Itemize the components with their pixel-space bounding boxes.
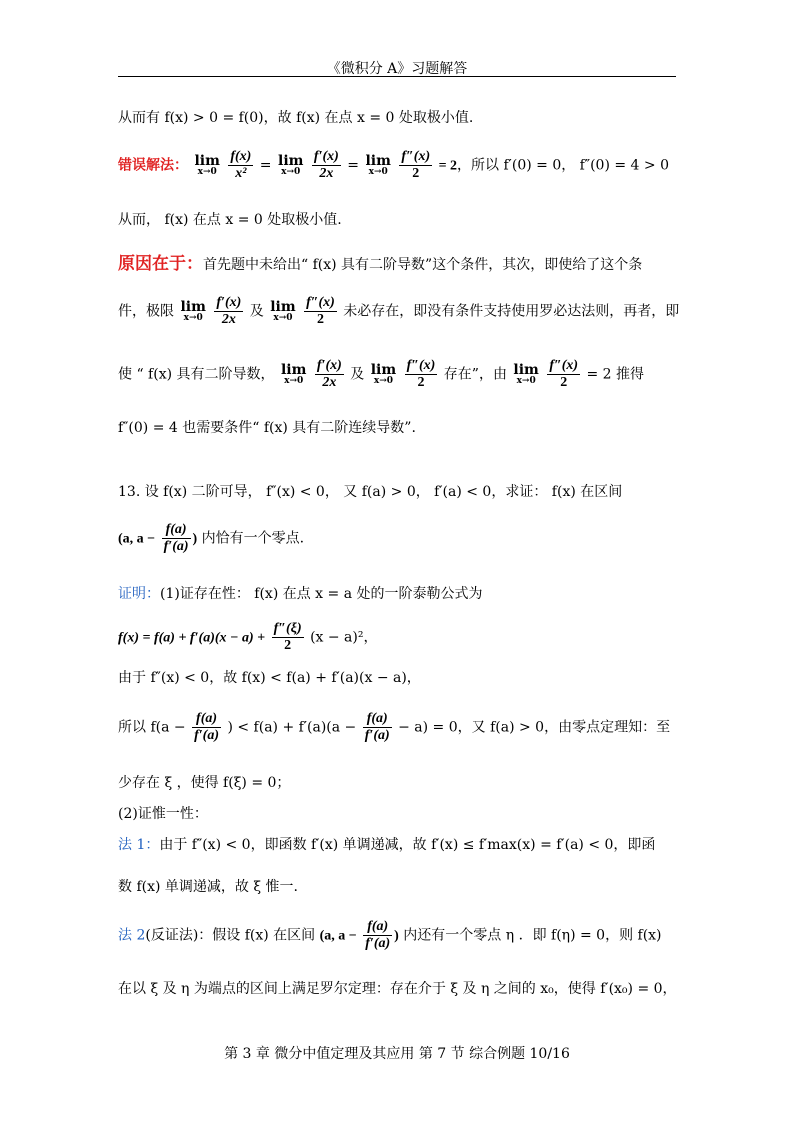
paragraph-19: 在以 ξ 及 η 为端点的区间上满足罗尔定理：存在介于 ξ 及 η 之间的 x₀，使得 f′(x₀) = 0， [118, 981, 677, 997]
limit-2: lim x→0 [278, 153, 304, 177]
p5-text-b: 及 [249, 303, 264, 320]
limit-4: lim x→0 [180, 299, 206, 323]
paragraph-1: 从而有 f(x) > 0 = f(0)，故 f(x) 在点 x = 0 处取极小值. [118, 110, 474, 126]
header-rule [118, 76, 676, 77]
fraction-f1-2x-c: $\frac{f'(x)}{2x}$ [316, 358, 342, 390]
fraction-fa-f1a-b: $\frac{f(a)}{f'(a)}$ [194, 711, 220, 743]
p13-text-a: 所以 f(a − [118, 719, 186, 736]
paragraph-14: 少存在 ξ ，使得 f(ξ) = 0； [118, 775, 291, 791]
limit-7: lim x→0 [370, 362, 397, 386]
p6-text-a: 使 “ f(x) 具有二阶导数， [118, 366, 275, 383]
paragraph-5 [118, 295, 680, 327]
paragraph-6 [118, 359, 676, 390]
method-2-text-b: 内还有一个零点 η ．即 f(η) = 0，则 f(x) [403, 927, 662, 944]
fraction-f2xi-2: $\frac{f''(\xi)}{2}$ [273, 621, 302, 653]
fraction-f1-2x-b: $\frac{f'(x)}{2x}$ [216, 295, 242, 327]
method-2-line: 法 2(反证法)：假设 f(x) 在区间 (a, a − $\frac{f(a)}{f'(a)}$ ) 内还有一个零点 η ．即 f(η) = 0，则 f(x) [118, 919, 662, 951]
taylor-formula [118, 622, 676, 653]
proof-line [118, 587, 676, 601]
fraction-fx-x2: $\frac{f(x)}{\text{x²}}$ [230, 149, 252, 181]
paragraph-7: f″(0) = 4 也需要条件“ f(x) 具有二阶连续导数”. [118, 420, 416, 436]
p13-text-b: ) < f(a) + f′(a)(a − [227, 719, 357, 736]
reason-text: 首先题中未给出“ f(x) 具有二阶导数”这个条件，其次，即使给了这个条 [203, 257, 643, 273]
limit-3: lim x→0 [365, 153, 391, 177]
p5-text-a: 件，极限 [118, 303, 174, 320]
fraction-fa-f1a-c: $\frac{f(a)}{f'(a)}$ [364, 711, 390, 743]
limit-1: lim x→0 [194, 153, 220, 177]
fraction-f2-2-d: $\frac{f''(x)}{2}$ [549, 358, 579, 390]
method-1-text: 由于 f″(x) < 0，即函数 f′(x) 单调递减，故 f′(x) ≤ f′max(x) = f′(a) < 0，即函 [159, 837, 656, 853]
proof-text: (1)证存在性： f(x) 在点 x = a 处的一阶泰勒公式为 [160, 586, 483, 602]
wrong-solution-text: ，所以 f′(0) = 0， f″(0) = 4 > 0 [457, 157, 669, 174]
page-header: 《微积分 A》习题解答 [326, 61, 468, 77]
question-13: 13. 设 f(x) 二阶可导， f″(x) < 0， 又 f(a) > 0， f′(a) < 0，求证： f(x) 在区间 [118, 484, 623, 500]
paragraph-3: 从而， f(x) 在点 x = 0 处取极小值. [118, 212, 342, 228]
fraction-f2-2: $\frac{f''(x)}{2}$ [401, 149, 431, 181]
proof-label: 证明： [118, 586, 160, 602]
fraction-f2-2-c: $\frac{f''(x)}{2}$ [406, 358, 436, 390]
fraction-fa-f1a: $\frac{f(a)}{f'(a)}$ [163, 522, 189, 554]
reason-line [118, 256, 676, 273]
question-13-interval: (a, a − $\frac{f(a)}{f'(a)}$ ) 内恰有一个零点. [118, 522, 305, 554]
p5-text-c: 未必存在，即没有条件支持使用罗必达法则，再者，即 [343, 303, 680, 320]
paragraph-17: 数 f(x) 单调递减，故 ξ 惟一. [118, 879, 298, 895]
taylor-text-b: (x − a)²， [310, 629, 378, 646]
limit-5: lim x→0 [270, 299, 296, 323]
p6-text-d: = 2 推得 [586, 366, 645, 383]
paragraph-13 [118, 712, 676, 743]
page-footer: 第 3 章 微分中值定理及其应用 第 7 节 综合例题 10/16 [224, 1046, 570, 1062]
taylor-text-a: f(x) = f(a) + f′(a)(x − a) + [118, 630, 266, 646]
method-1-label: 法 1： [118, 837, 160, 853]
method-2-text-a: (反证法)：假设 f(x) 在区间 [145, 927, 316, 944]
limit-8: lim x→0 [513, 362, 539, 386]
q13-text-b: 内恰有一个零点. [201, 530, 305, 547]
fraction-fa-f1a-d: $\frac{f(a)}{f'(a)}$ [365, 919, 391, 951]
method-2-label: 法 2 [118, 927, 146, 944]
p6-text-b: 及 [350, 366, 365, 383]
method-1-line [118, 838, 676, 852]
fraction-f2-2-b: $\frac{f''(x)}{2}$ [306, 295, 335, 327]
limit-6: lim x→0 [280, 362, 307, 386]
wrong-solution-line: 错误解法： lim x→0 $\frac{f(x)}{\text{x²}}$ = lim x→0 $\frac{f'(x)}{2x}$ = lim x→0 $\frac{f''(x)}{2}$ = 2，所以 f′(0) = 0， f″(0) = 4 > 0 [118, 149, 669, 181]
paragraph-15: (2)证惟一性： [118, 806, 208, 822]
fraction-f1-2x: $\frac{f'(x)}{2x}$ [313, 149, 339, 181]
reason-label: 原因在于： [118, 254, 203, 274]
wrong-solution-label: 错误解法： [118, 157, 188, 174]
p6-text-c: 存在”，由 [443, 366, 507, 383]
p13-text-c: − a) = 0，又 f(a) > 0，由零点定理知：至 [398, 719, 671, 736]
paragraph-12: 由于 f″(x) < 0，故 f(x) < f(a) + f′(a)(x − a)， [118, 670, 421, 686]
